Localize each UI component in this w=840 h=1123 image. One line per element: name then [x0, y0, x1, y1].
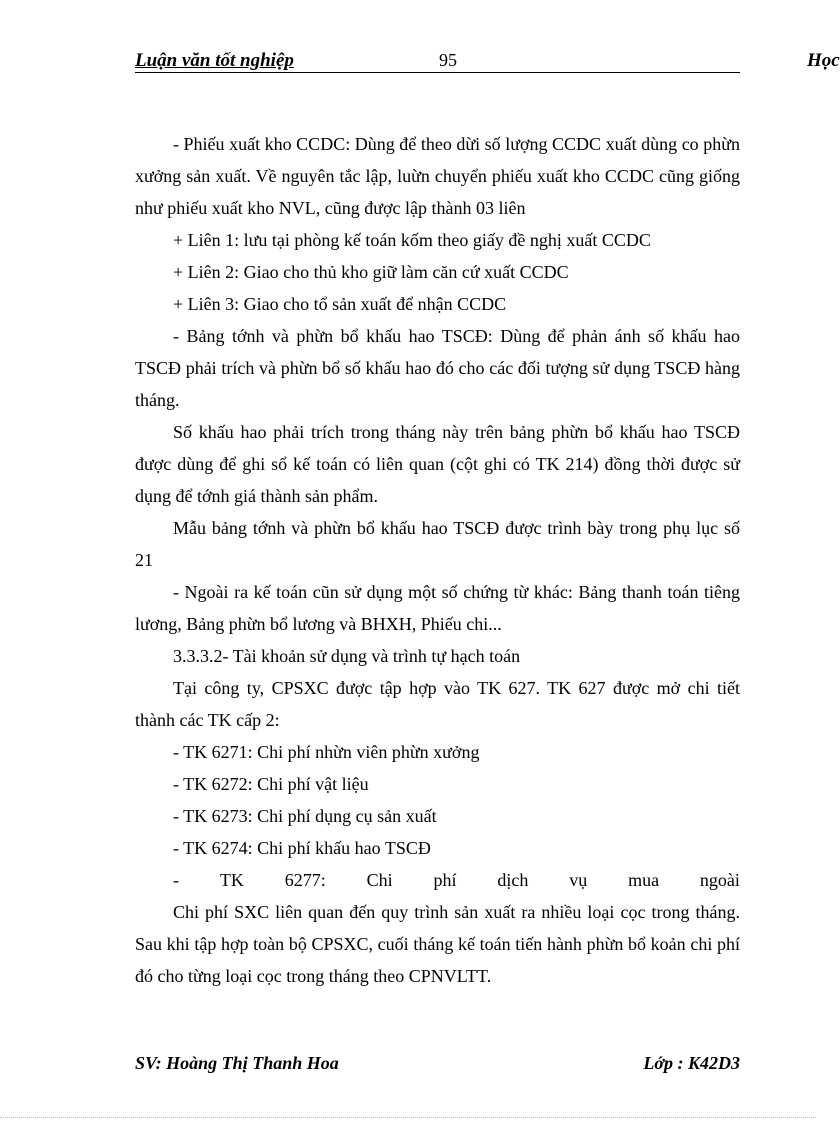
- paragraph-depreciation-table: - Bảng tớnh và phừn bổ khấu hao TSCĐ: Dùng để phản ánh số khấu hao TSCĐ phải trích và phừn bổ số khấu hao đó cho các đối tượng sử dụng TSCĐ hàng tháng.: [135, 326, 740, 410]
- header-edge-text: Học: [807, 50, 840, 71]
- word: phí: [433, 870, 457, 890]
- word: -: [173, 870, 179, 890]
- word: 6277:: [284, 870, 326, 890]
- section-heading: 3.3.3.2- Tài khoản sử dụng và trình tự hạch toán: [173, 646, 521, 666]
- page-header: [135, 48, 840, 73]
- page-number: 95: [439, 50, 457, 70]
- paragraph-other-documents: - Ngoài ra kế toán cũn sử dụng một số chứng từ khác: Bảng thanh toán tiêng lương, Bảng phừn bổ lương và BHXH, Phiếu chi...: [135, 582, 740, 634]
- word: TK: [219, 870, 244, 890]
- page-bottom-divider: [0, 1117, 816, 1118]
- thesis-title: Luận văn tốt nghiệp: [135, 50, 294, 71]
- account-6271-item: - TK 6271: Chi phí nhừn viên phừn xưởng: [173, 742, 480, 762]
- account-6272-item: - TK 6272: Chi phí vật liệu: [173, 774, 369, 794]
- paragraph-accounts: Tại công ty, CPSXC được tập hợp vào TK 627. TK 627 được mở chi tiết thành các TK cấp 2:: [135, 678, 740, 730]
- paragraph-appendix-ref: Mẫu bảng tớnh và phừn bổ khấu hao TSCĐ được trình bày trong phụ lục số 21: [135, 518, 740, 570]
- paragraph-ccdc-slip: - Phiếu xuất kho CCDC: Dùng để theo dừi số lượng CCDC xuất dùng co phừn xưởng sản xuất. Về nguyên tắc lập, luừn chuyển phiếu xuất kho CCDC cũng giống như phiếu xuất kho NVL, cũng được lập thành 03 liên: [135, 134, 740, 218]
- copy-2-item: + Liên 2: Giao cho thủ kho giữ làm căn cứ xuất CCDC: [173, 262, 569, 282]
- page-footer: [135, 1053, 740, 1079]
- word: ngoài: [699, 870, 740, 890]
- class-code: Lớp : K42D3: [643, 1053, 740, 1073]
- account-6273-item: - TK 6273: Chi phí dụng cụ sản xuất: [173, 806, 437, 826]
- account-6277-item: [135, 864, 740, 896]
- copy-1-item: + Liên 1: lưu tại phòng kế toán kốm theo giấy đề nghị xuất CCDC: [173, 230, 651, 250]
- account-6274-item: - TK 6274: Chi phí khấu hao TSCĐ: [173, 838, 431, 858]
- student-name: SV: Hoàng Thị Thanh Hoa: [135, 1053, 339, 1073]
- word: dịch: [497, 870, 529, 890]
- word: Chi: [366, 870, 393, 890]
- word: mua: [628, 870, 660, 890]
- copy-3-item: + Liên 3: Giao cho tổ sản xuất để nhận CCDC: [173, 294, 507, 314]
- paragraph-depreciation-amount: Số khấu hao phải trích trong tháng này trên bảng phừn bổ khấu hao TSCĐ được dùng để ghi sổ kế toán có liên quan (cột ghi có TK 214) đồng thời được sử dụng để tớnh giá thành sản phẩm.: [135, 422, 740, 506]
- word: vụ: [569, 870, 588, 890]
- paragraph-allocation: Chi phí SXC liên quan đến quy trình sản xuất ra nhiều loại cọc trong tháng. Sau khi tập hợp toàn bộ CPSXC, cuối tháng kế toán tiến hành phừn bổ koản chi phí đó cho từng loại cọc trong tháng theo CPNVLTT.: [135, 902, 740, 986]
- document-body: [135, 128, 740, 992]
